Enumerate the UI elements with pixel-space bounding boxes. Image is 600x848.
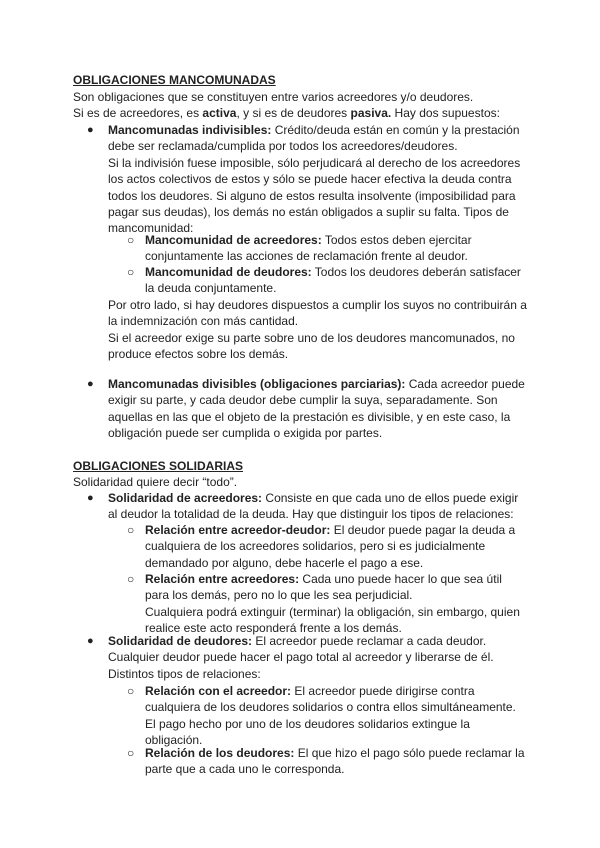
intro-text: Si es de acreedores, es — [73, 106, 203, 120]
circle-bullet-icon: ○ — [127, 572, 135, 586]
bullet-icon: ● — [87, 124, 94, 136]
sub-item-text: Todos los deudores deberán satisfacer la deuda conjuntamente. — [145, 265, 521, 296]
intro-text: Hay dos supuestos: — [391, 106, 500, 120]
item-paragraph: Por otro lado, si hay deudores dispuestos a cumplir los suyos no contribuirán a la indemnización con más cantidad. — [108, 298, 527, 329]
sub-item-entre-acreedores — [145, 571, 525, 637]
section-title-mancomunadas: OBLIGACIONES MANCOMUNADAS — [73, 73, 276, 87]
item-paragraph — [108, 122, 528, 155]
sub-item-text: Cada uno puede hacer lo que sea útil para los demás, pero no lo que les sea perjudicial. — [145, 572, 502, 603]
sub-item-relacion-acreedor — [145, 683, 525, 749]
item-paragraph: Si el acreedor exige su parte sobre uno de los deudores mancomunados, no produce efectos sobre los demás. — [108, 330, 515, 362]
intro-line-1: Son obligaciones que se constituyen entre varios acreedores y/o deudores. — [73, 90, 474, 104]
circle-bullet-icon: ○ — [127, 523, 135, 537]
sub-item-text: El que hizo el pago sólo puede reclamar la parte que a cada uno le corresponda. — [145, 746, 525, 777]
sub-item-text: El deudor puede pagar la deuda a cualquiera de los acreedores solidarios, pero si es judicialmente demandado por alguno, debe hacerle el pago a ese. — [145, 523, 516, 570]
sub-item-term: Mancomunidad de deudores: — [145, 265, 312, 279]
item-paragraph-por-otro-lado — [108, 297, 528, 363]
term-activa: activa — [202, 106, 237, 120]
circle-bullet-icon: ○ — [127, 746, 135, 760]
term-pasiva: pasiva. — [350, 106, 392, 120]
list-item-indivisibles — [108, 122, 528, 237]
item-term: Mancomunadas indivisibles: — [108, 123, 272, 137]
circle-bullet-icon: ○ — [127, 684, 135, 698]
sub-item-relacion-deudores — [145, 745, 525, 778]
item-term: Solidaridad de acreedores: — [108, 491, 263, 505]
section-title-solidarias: OBLIGACIONES SOLIDARIAS — [73, 459, 244, 473]
sub-item-mancomunidad-deudores — [145, 264, 525, 297]
sub-item-mancomunidad-acreedores — [145, 232, 525, 265]
sub-item-term: Relación entre acreedor-deudor: — [145, 523, 331, 537]
sub-item-acreedor-deudor — [145, 522, 525, 571]
sub-item-paragraph: El pago hecho por uno de los deudores solidarios extingue la obligación. — [145, 716, 470, 748]
list-item-divisibles — [108, 376, 528, 442]
item-text: Consiste en que cada uno de ellos puede exigir al deudor la totalidad de la deuda. Hay que distinguir los tipos de relaciones: — [108, 491, 519, 522]
sub-item-paragraph: Cualquiera podrá extinguir (terminar) la obligación, sin embargo, quien realice este acto responderá frente a los demás. — [145, 604, 520, 636]
list-item-solidaridad-deudores — [108, 633, 528, 682]
bullet-icon: ● — [87, 492, 94, 504]
sub-item-term: Relación entre acreedores: — [145, 572, 300, 586]
circle-bullet-icon: ○ — [127, 265, 135, 279]
intro-text: , y si es de deudores — [236, 106, 351, 120]
sub-item-text: El acreedor puede dirigirse contra cualquiera de los deudores solidarios o contra ellos simultáneamente. — [145, 684, 516, 715]
intro-line: Solidaridad quiere decir “todo”. — [73, 475, 238, 489]
bullet-icon: ● — [87, 378, 94, 390]
bullet-icon: ● — [87, 635, 94, 647]
item-text: El acreedor puede reclamar a cada deudor. Cualquier deudor puede hacer el pago total al acreedor y liberarse de él. Distintos tipos de relaciones: — [108, 634, 494, 681]
sub-item-term: Relación con el acreedor: — [145, 684, 292, 698]
sub-item-term: Mancomunidad de acreedores: — [145, 233, 322, 247]
list-item-solidaridad-acreedores — [108, 490, 528, 523]
circle-bullet-icon: ○ — [127, 233, 135, 247]
sub-item-text: Todos estos deben ejercitar conjuntamente las acciones de reclamación frente al deudor. — [145, 233, 472, 264]
item-text: Crédito/deuda están en común y la prestación debe ser reclamada/cumplida por todos los acreedores/deudores. — [108, 123, 520, 154]
sub-item-term: Relación de los deudores: — [145, 746, 295, 760]
item-paragraph: Si la indivisión fuese imposible, sólo perjudicará al derecho de los acreedores los actos colectivos de estos y sólo se puede hacer efectiva la deuda contra todos los deudores. Si alguno de estos resulta insolvente (imposibilidad para pagar sus deudas), los demás no están obligados a suplir su falta. Tipos de mancomunidad: — [108, 155, 521, 236]
intro-line-2 — [73, 105, 500, 121]
item-term: Mancomunadas divisibles (obligaciones parciarias): — [108, 377, 406, 391]
item-term: Solidaridad de deudores: — [108, 634, 253, 648]
item-text: Cada acreedor puede exigir su parte, y cada deudor debe cumplir la suya, separadamente. Son aquellas en las que el objeto de la prestación es divisible, y en este caso, la obligación puede ser cumplida o exigida por partes. — [108, 377, 525, 441]
